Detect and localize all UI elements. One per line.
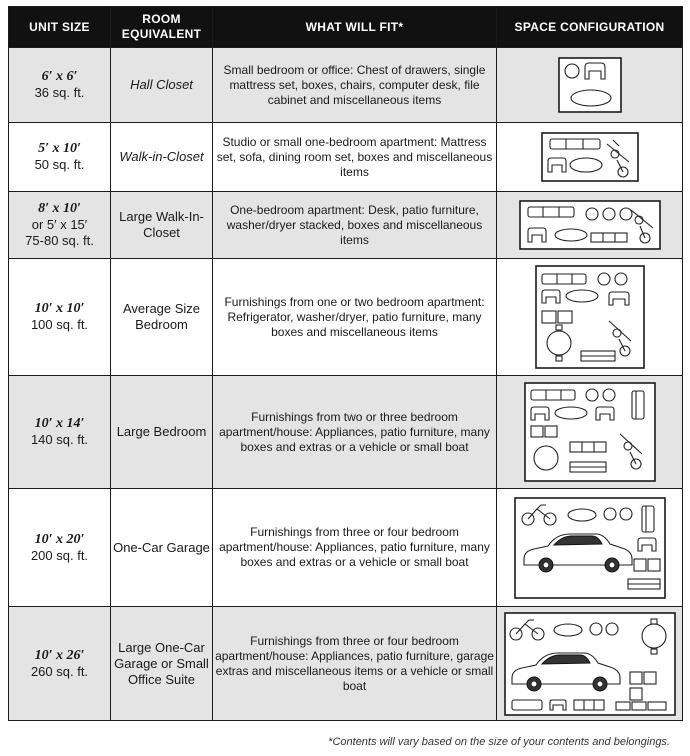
table-row bbox=[9, 48, 683, 123]
table-row bbox=[9, 607, 683, 721]
space-configuration-cell bbox=[497, 489, 683, 607]
room-equivalent-cell: Large One-Car Garage or Small Office Suite bbox=[111, 607, 213, 721]
storage-unit-size-table bbox=[8, 6, 683, 721]
what-will-fit-cell: Furnishings from one or two bedroom apartment: Refrigerator, washer/dryer, patio furniture, many boxes and miscellaneous items bbox=[213, 259, 497, 376]
unit-size-cell bbox=[9, 376, 111, 489]
space-configuration-cell bbox=[497, 259, 683, 376]
garage-layout-icon bbox=[514, 497, 666, 599]
header-what-will-fit: WHAT WILL FIT* bbox=[213, 7, 497, 48]
what-will-fit-cell: Studio or small one-bedroom apartment: Mattress set, sofa, dining room set, boxes and miscellaneous items bbox=[213, 123, 497, 192]
unit-dimensions: 10′ x 26′ bbox=[34, 647, 85, 663]
table-row bbox=[9, 489, 683, 607]
table-row bbox=[9, 376, 683, 489]
space-configuration-cell bbox=[497, 123, 683, 192]
unit-area: 36 sq. ft. bbox=[34, 85, 85, 100]
room-equivalent-cell: Walk-in-Closet bbox=[111, 123, 213, 192]
bedroom-layout-icon bbox=[535, 265, 645, 369]
unit-area: 260 sq. ft. bbox=[30, 663, 89, 679]
unit-area: 200 sq. ft. bbox=[30, 547, 89, 563]
what-will-fit-cell: One-bedroom apartment: Desk, patio furniture, washer/dryer stacked, boxes and miscellaneous items bbox=[213, 192, 497, 259]
space-configuration-cell bbox=[497, 192, 683, 259]
unit-area: 50 sq. ft. bbox=[34, 157, 85, 172]
table-row bbox=[9, 123, 683, 192]
unit-size-cell bbox=[9, 259, 111, 376]
header-unit-size: UNIT SIZE bbox=[9, 7, 111, 48]
unit-area: 100 sq. ft. bbox=[30, 317, 89, 332]
unit-dimensions: 6′ x 6′ bbox=[41, 69, 78, 84]
unit-dimensions: 10′ x 20′ bbox=[34, 531, 85, 547]
what-will-fit-cell: Furnishings from two or three bedroom apartment/house: Appliances, patio furniture, many boxes and extras or a vehicle or small boat bbox=[213, 376, 497, 489]
table-row bbox=[9, 192, 683, 259]
unit-size-cell bbox=[9, 192, 111, 259]
room-equivalent-cell: Large Bedroom bbox=[111, 376, 213, 489]
room-equivalent-cell: One-Car Garage bbox=[111, 489, 213, 607]
unit-dimensions: 10′ x 14′ bbox=[34, 416, 85, 431]
what-will-fit-cell: Furnishings from three or four bedroom apartment/house: Appliances, patio furniture, garage extras and miscellaneous items or a vehicle or small boat bbox=[213, 607, 497, 721]
room-equivalent-cell: Large Walk-In-Closet bbox=[111, 192, 213, 259]
header-space-configuration: SPACE CONFIGURATION bbox=[497, 7, 683, 48]
large-garage-layout-icon bbox=[504, 612, 676, 716]
unit-size-cell bbox=[9, 123, 111, 192]
unit-size-cell bbox=[9, 607, 111, 721]
room-equivalent-cell: Average Size Bedroom bbox=[111, 259, 213, 376]
unit-dimensions: 10′ x 10′ bbox=[34, 301, 85, 316]
header-room-equivalent: ROOM EQUIVALENT bbox=[111, 7, 213, 48]
space-configuration-cell bbox=[497, 607, 683, 721]
large-walk-in-layout-icon bbox=[519, 200, 661, 250]
small-closet-layout-icon bbox=[558, 57, 622, 113]
unit-area: 75-80 sq. ft. bbox=[25, 233, 94, 248]
unit-dimensions-alt: or 5′ x 15′ bbox=[31, 217, 88, 232]
unit-dimensions: 5′ x 10′ bbox=[38, 141, 81, 156]
room-equivalent-cell: Hall Closet bbox=[111, 48, 213, 123]
header-row bbox=[9, 7, 683, 48]
what-will-fit-cell: Furnishings from three or four bedroom apartment/house: Appliances, patio furniture, many boxes and extras or a vehicle or small boat bbox=[213, 489, 497, 607]
walk-in-closet-layout-icon bbox=[541, 132, 639, 182]
table-row bbox=[9, 259, 683, 376]
large-bedroom-layout-icon bbox=[524, 382, 656, 482]
footnote: *Contents will vary based on the size of your contents and belongings. bbox=[328, 736, 670, 748]
unit-dimensions: 8′ x 10′ bbox=[38, 201, 81, 216]
unit-size-cell bbox=[9, 489, 111, 607]
what-will-fit-cell: Small bedroom or office: Chest of drawers, single mattress set, boxes, chairs, computer desk, file cabinet and miscellaneous items bbox=[213, 48, 497, 123]
space-configuration-cell bbox=[497, 48, 683, 123]
unit-size-cell bbox=[9, 48, 111, 123]
space-configuration-cell bbox=[497, 376, 683, 489]
unit-area: 140 sq. ft. bbox=[30, 432, 89, 447]
